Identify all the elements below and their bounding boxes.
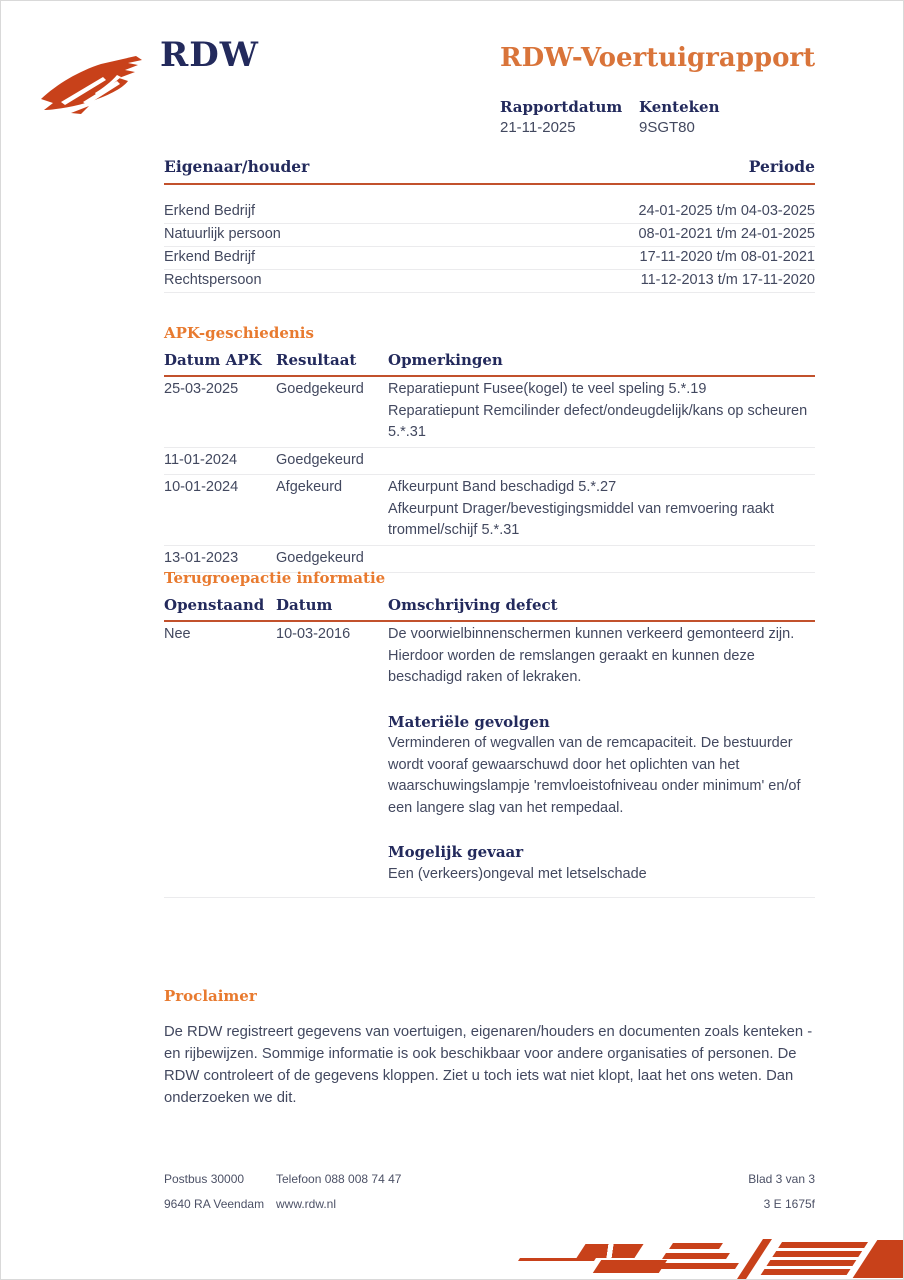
owner-period: 24-01-2025 t/m 04-03-2025 bbox=[638, 203, 815, 219]
apk-result: Goedgekeurd bbox=[276, 451, 364, 468]
apk-date: 13-01-2023 bbox=[164, 549, 239, 566]
apk-date: 11-01-2024 bbox=[164, 451, 238, 468]
footer-website: www.rdw.nl bbox=[276, 1197, 337, 1211]
proclaimer-section bbox=[164, 987, 815, 1109]
apk-section-title: APK-geschiedenis bbox=[164, 324, 314, 342]
owner-row bbox=[164, 224, 815, 247]
owner-row bbox=[164, 247, 815, 270]
owner-section bbox=[164, 157, 815, 293]
report-date-value: 21-11-2025 bbox=[500, 119, 576, 136]
proclaimer-title: Proclaimer bbox=[164, 987, 257, 1005]
owner-name: Erkend Bedrijf bbox=[164, 203, 256, 219]
owner-period-header: Periode bbox=[748, 157, 815, 176]
footer-address-line1: Postbus 30000 bbox=[164, 1172, 245, 1186]
owner-period: 08-01-2021 t/m 24-01-2025 bbox=[638, 226, 815, 242]
rdw-logo-text: RDW bbox=[160, 35, 259, 75]
recall-description: De voorwielbinnenschermen kunnen verkeerd gemonteerd zijn. Hierdoor worden de remslangen geraakt en kunnen deze beschadigd raken of lekraken. bbox=[388, 626, 795, 685]
owner-period: 17-11-2020 t/m 08-01-2021 bbox=[639, 249, 815, 265]
page-title: RDW-Voertuigrapport bbox=[500, 43, 816, 73]
apk-date: 25-03-2025 bbox=[164, 381, 239, 397]
recall-danger-text: Een (verkeers)ongeval met letselschade bbox=[388, 865, 647, 882]
footer-phone: Telefoon 088 008 74 47 bbox=[276, 1172, 402, 1186]
recall-header-description: Omschrijving defect bbox=[388, 596, 558, 614]
recall-open-value: Nee bbox=[164, 626, 191, 642]
apk-remark: Afkeurpunt Drager/bevestigingsmiddel van remvoering raakt trommel/schijf 5.*.31 bbox=[388, 500, 775, 538]
bottom-stripes-icon bbox=[517, 1239, 904, 1280]
apk-remark: Reparatiepunt Remcilinder defect/ondeugdelijk/kans op scheuren 5.*.31 bbox=[388, 402, 808, 440]
apk-header-remarks: Opmerkingen bbox=[388, 351, 503, 369]
apk-row bbox=[164, 377, 815, 448]
apk-result: Goedgekeurd bbox=[276, 381, 364, 397]
rdw-logo-icon bbox=[37, 51, 149, 119]
report-date-label: Rapportdatum bbox=[500, 98, 623, 116]
recall-section bbox=[164, 569, 815, 898]
apk-row bbox=[164, 448, 815, 476]
license-plate-value: 9SGT80 bbox=[639, 119, 695, 136]
apk-remark: Reparatiepunt Fusee(kogel) te veel speling 5.*.19 bbox=[388, 381, 707, 397]
owner-name: Natuurlijk persoon bbox=[164, 226, 281, 242]
apk-remark: Afkeurpunt Band beschadigd 5.*.27 bbox=[388, 479, 617, 495]
apk-section bbox=[164, 324, 815, 573]
footer-doc-code: 3 E 1675f bbox=[763, 1197, 815, 1211]
recall-header-open: Openstaand bbox=[164, 596, 265, 614]
owner-row bbox=[164, 201, 815, 224]
recall-row bbox=[164, 622, 815, 898]
recall-danger-title: Mogelijk gevaar bbox=[388, 843, 524, 861]
apk-header-result: Resultaat bbox=[276, 351, 357, 369]
recall-consequences-text: Verminderen of wegvallen van de remcapaciteit. De bestuurder wordt vooraf gewaarschuwd door het oplichten van het waarschuwingslampje 'remvloeistofniveau onder minimum' en/of een langere slag van het rempedaal. bbox=[388, 735, 801, 816]
recall-section-title: Terugroepactie informatie bbox=[164, 569, 386, 587]
owner-section-title: Eigenaar/houder bbox=[164, 157, 310, 176]
recall-header-date: Datum bbox=[276, 596, 333, 614]
apk-result: Afgekeurd bbox=[276, 479, 343, 495]
page-footer bbox=[164, 1167, 815, 1217]
recall-consequences-title: Materiële gevolgen bbox=[388, 712, 550, 731]
recall-date-value: 10-03-2016 bbox=[276, 626, 351, 642]
owner-name: Rechtspersoon bbox=[164, 272, 262, 288]
apk-header-date: Datum APK bbox=[164, 351, 262, 369]
footer-page-number: Blad 3 van 3 bbox=[748, 1172, 815, 1186]
apk-date: 10-01-2024 bbox=[164, 479, 239, 495]
owner-row bbox=[164, 270, 815, 293]
proclaimer-text: De RDW registreert gegevens van voertuigen, eigenaren/houders en documenten zoals kenteken - en rijbewijzen. Sommige informatie is ook beschikbaar voor andere organisaties of personen. De RDW controleert of de gegevens kloppen. Ziet u toch iets wat niet klopt, laat het ons weten. Dan onderzoeken we dit. bbox=[164, 1024, 813, 1106]
apk-result: Goedgekeurd bbox=[276, 549, 364, 566]
license-plate-label: Kenteken bbox=[639, 98, 720, 116]
owner-name: Erkend Bedrijf bbox=[164, 249, 256, 265]
owner-period: 11-12-2013 t/m 17-11-2020 bbox=[640, 272, 815, 288]
footer-address-line2: 9640 RA Veendam bbox=[164, 1197, 265, 1211]
apk-row bbox=[164, 475, 815, 546]
